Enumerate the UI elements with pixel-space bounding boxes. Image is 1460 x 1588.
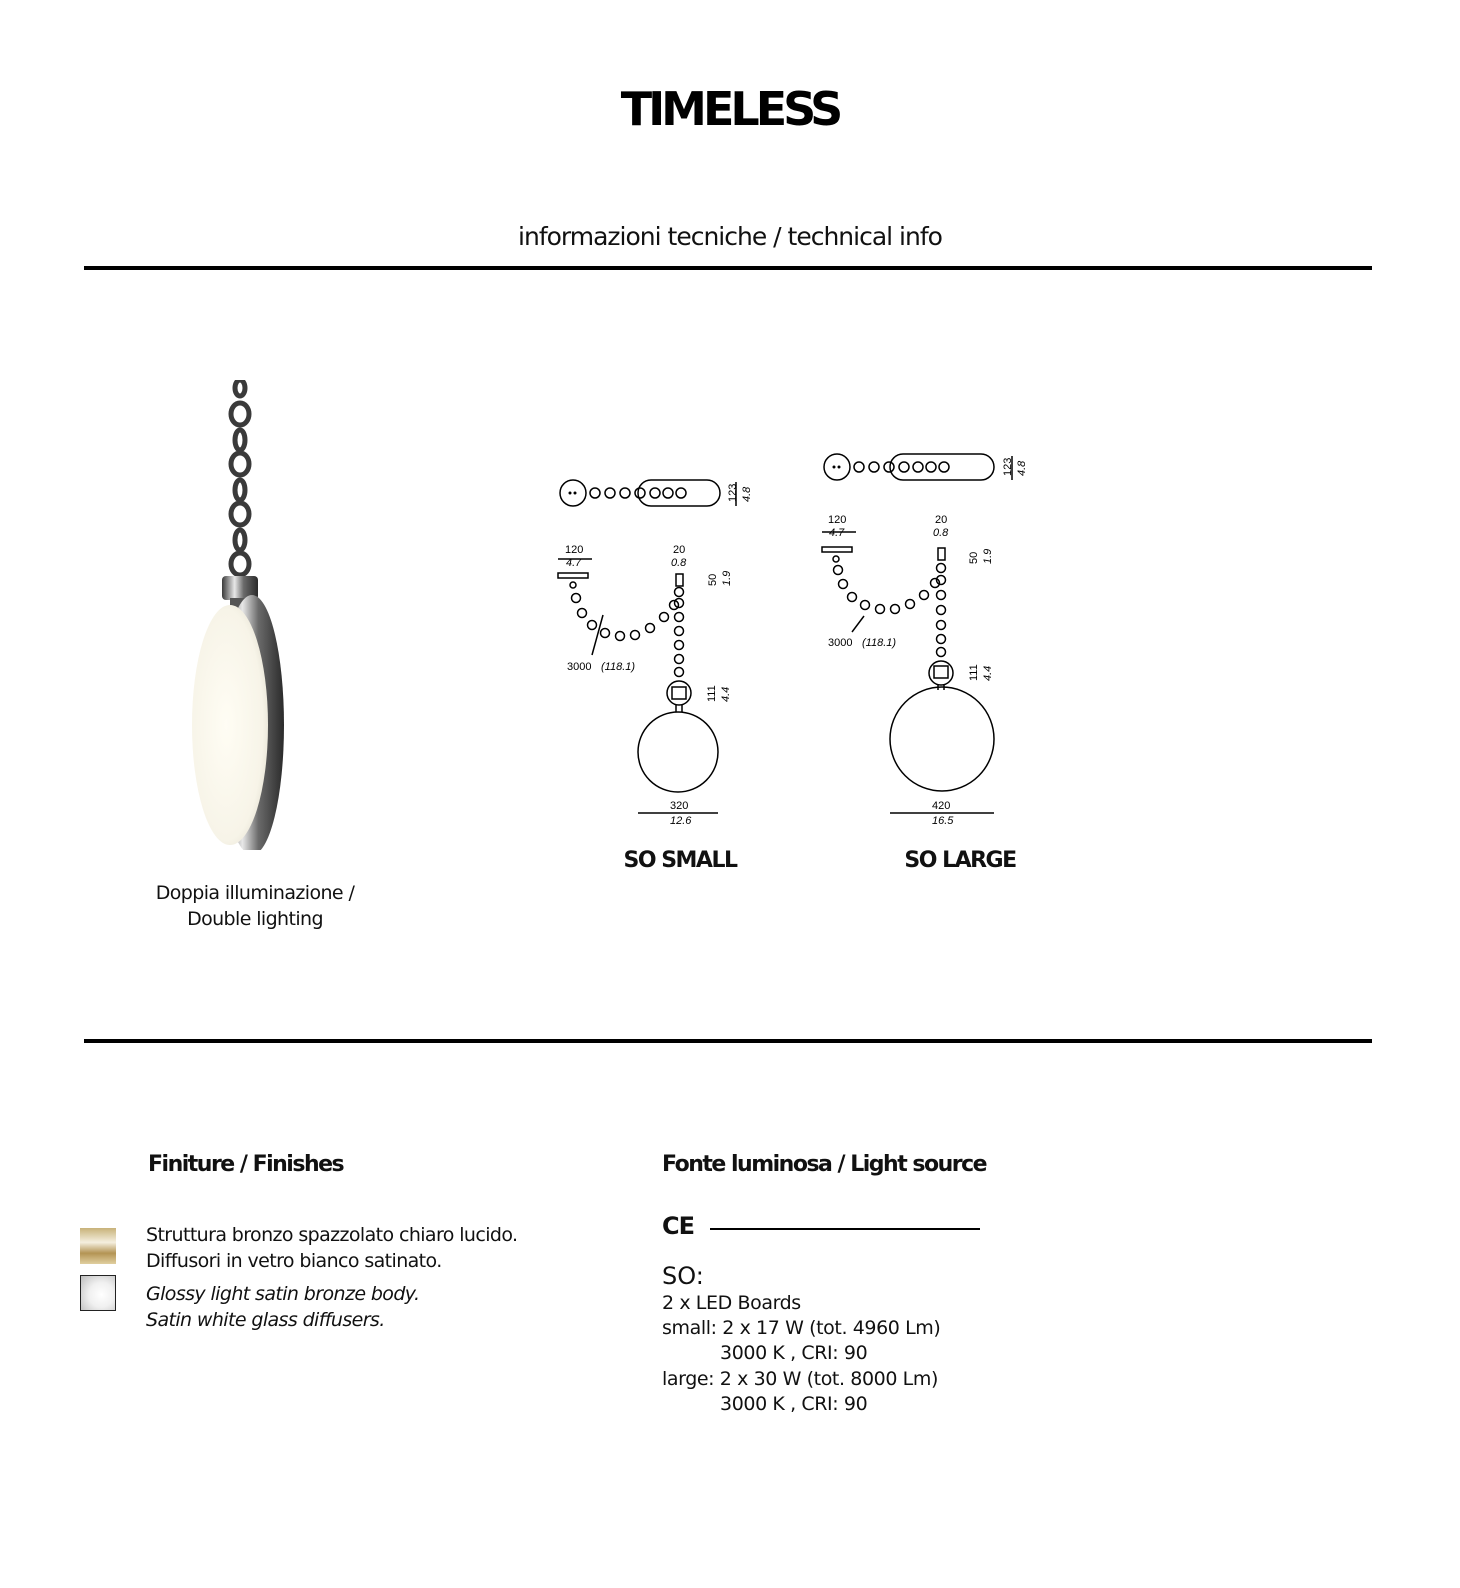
led-boards: 2 x LED Boards — [662, 1292, 801, 1314]
small-hook-h: 50 — [707, 573, 719, 586]
white-glass-swatch — [80, 1275, 116, 1311]
model-label-large: SO LARGE — [904, 848, 1016, 873]
so-label: SO: — [662, 1262, 704, 1290]
small-top-depth-in: 4.8 — [741, 486, 753, 502]
page-subtitle: informazioni tecniche / technical info — [518, 222, 942, 251]
large-top-depth-in: 4.8 — [1016, 460, 1028, 476]
large-ring: 111 — [968, 664, 980, 681]
caption-line-english: Double lighting — [187, 908, 323, 930]
product-caption — [130, 880, 380, 932]
finishes-heading: Finiture / Finishes — [148, 1152, 344, 1177]
small-ring: 111 — [706, 685, 718, 702]
small-spec-detail: 3000 K , CRI: 90 — [720, 1342, 868, 1364]
ce-mark-icon: CE — [662, 1212, 695, 1240]
small-hook-h-in: 1.9 — [721, 570, 733, 586]
small-ring-in: 4.4 — [720, 686, 732, 702]
technical-drawings — [540, 440, 1060, 840]
ce-line — [710, 1228, 980, 1230]
finish-it-line1: Struttura bronzo spazzolato chiaro lucido. — [146, 1224, 518, 1246]
large-hook-in: 0.8 — [933, 527, 949, 539]
large-spec: large: 2 x 30 W (tot. 8000 Lm) — [662, 1368, 938, 1390]
large-ring-in: 4.4 — [982, 665, 994, 681]
large-hook-h-in: 1.9 — [982, 548, 994, 564]
bottom-divider — [84, 1039, 1372, 1043]
large-chain-in: (118.1) — [862, 637, 897, 649]
model-label-small: SO SMALL — [623, 848, 737, 873]
small-diameter: 320 — [670, 800, 689, 812]
light-source-heading: Fonte luminosa / Light source — [662, 1152, 987, 1177]
bronze-swatch — [80, 1228, 116, 1264]
large-diameter: 420 — [932, 800, 951, 812]
small-top-depth: 123 — [727, 483, 739, 502]
large-top-view — [824, 454, 1012, 480]
finish-en-line1: Glossy light satin bronze body. — [146, 1283, 420, 1305]
small-canopy-in: 4.7 — [566, 557, 582, 569]
large-hook-h: 50 — [968, 551, 980, 564]
top-divider — [84, 266, 1372, 270]
large-chain: 3000 — [828, 637, 853, 649]
small-elevation — [558, 559, 718, 813]
large-top-depth: 123 — [1002, 457, 1014, 476]
large-diameter-in: 16.5 — [932, 815, 954, 827]
caption-line-italian: Doppia illuminazione / — [155, 882, 355, 904]
small-hook-in: 0.8 — [671, 557, 687, 569]
page-title: TIMELESS — [620, 82, 840, 136]
large-canopy-in: 4.7 — [829, 527, 845, 539]
finish-en-line2: Satin white glass diffusers. — [146, 1309, 385, 1331]
small-canopy: 120 — [565, 544, 584, 556]
small-hook: 20 — [673, 544, 686, 556]
large-canopy: 120 — [828, 514, 847, 526]
large-hook: 20 — [935, 514, 948, 526]
finishes-italian — [146, 1222, 517, 1274]
small-diameter-in: 12.6 — [670, 815, 692, 827]
product-photo — [170, 380, 320, 850]
small-top-view — [560, 480, 736, 506]
finish-it-line2: Diffusori in vetro bianco satinato. — [146, 1250, 442, 1272]
small-chain: 3000 — [567, 661, 592, 673]
small-spec: small: 2 x 17 W (tot. 4960 Lm) — [662, 1317, 941, 1339]
small-chain-in: (118.1) — [601, 661, 636, 673]
large-spec-detail: 3000 K , CRI: 90 — [720, 1393, 868, 1415]
finishes-english — [146, 1281, 419, 1333]
